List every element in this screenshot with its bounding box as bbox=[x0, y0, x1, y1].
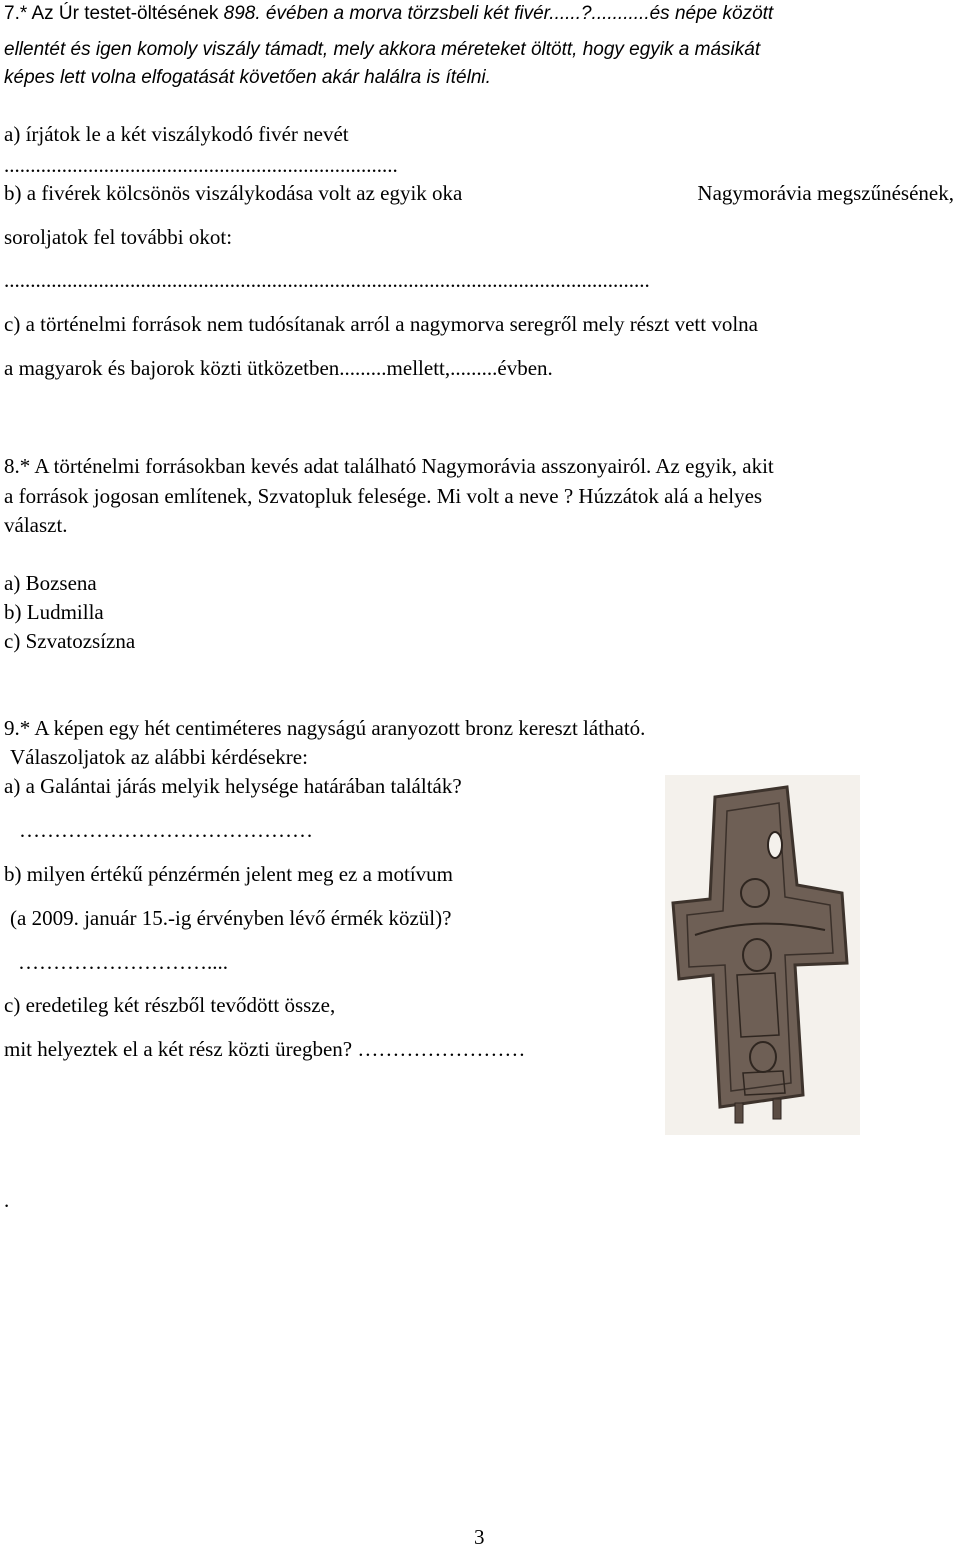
q7-a-blank: ........................................................................... bbox=[4, 153, 398, 177]
q9-a-question: a) a Galántai járás melyik helysége határában találták? bbox=[4, 774, 462, 798]
q9-c-line2: mit helyeztek el a két rész közti üregben? …………………… bbox=[4, 1037, 526, 1061]
q8-option-b: b) Ludmilla bbox=[4, 600, 104, 624]
q7-b-blank: ........................................................................................................................... bbox=[4, 268, 650, 292]
q8-option-c: c) Szvatozsízna bbox=[4, 629, 136, 653]
q7-c-line1: c) a történelmi források nem tudósítanak arról a nagymorva seregről mely részt vett volna bbox=[4, 312, 758, 336]
q7-a-question: a) írjátok le a két viszálykodó fivér nevét bbox=[4, 122, 349, 146]
q7-line1-start: 7.* Az Úr testet-öltésének bbox=[4, 3, 219, 24]
q9-c-line1: c) eredetileg két részből tevődött össze, bbox=[4, 993, 336, 1017]
q9-line1: 9.* A képen egy hét centiméteres nagyságú aranyozott bronz kereszt látható. bbox=[4, 716, 646, 740]
q8-line1: 8.* A történelmi forrásokban kevés adat található Nagymorávia asszonyairól. Az egyik, akit bbox=[4, 454, 774, 478]
q7-line1 bbox=[4, 4, 773, 23]
bronze-cross-image bbox=[665, 775, 860, 1135]
cross-hole bbox=[768, 832, 782, 858]
q8-option-a: a) Bozsena bbox=[4, 571, 97, 595]
q7-line1-italic: 898. évében a morva törzsbeli két fivér......?...........és népe között bbox=[223, 3, 774, 24]
stray-dot: . bbox=[4, 1188, 10, 1212]
q9-a-blank: …………………………………… bbox=[19, 818, 313, 842]
q8-line3: választ. bbox=[4, 513, 68, 537]
q7-b-line1-right: Nagymorávia megszűnésének, bbox=[697, 181, 954, 205]
q9-b-line1: b) milyen értékű pénzérmén jelent meg ez a motívum bbox=[4, 862, 453, 886]
cross-leg-left bbox=[735, 1103, 743, 1123]
q7-b-line1 bbox=[4, 183, 954, 204]
cross-leg-right bbox=[773, 1099, 781, 1119]
q9-line2: Válaszoljatok az alábbi kérdésekre: bbox=[10, 745, 308, 769]
q7-b-line1-left: b) a fivérek kölcsönös viszálykodása volt az egyik oka bbox=[4, 181, 463, 205]
q8-line2: a források jogosan említenek, Szvatopluk felesége. Mi volt a neve ? Húzzátok alá a helyes bbox=[4, 484, 763, 508]
q7-c-line2: a magyarok és bajorok közti ütközetben.........mellett,.........évben. bbox=[4, 356, 553, 380]
page-number: 3 bbox=[474, 1525, 485, 1549]
q7-line3: képes lett volna elfogatását követően akár halálra is ítélni. bbox=[4, 67, 491, 88]
q9-b-blank: ……………………….... bbox=[18, 950, 228, 974]
q9-b-line2: (a 2009. január 15.-ig érvényben lévő érmék közül)? bbox=[10, 906, 452, 930]
q7-b-line2: soroljatok fel további okot: bbox=[4, 225, 233, 249]
q7-line2: ellentét és igen komoly viszály támadt, mely akkora méreteket öltött, hogy egyik a másikát bbox=[4, 39, 761, 60]
